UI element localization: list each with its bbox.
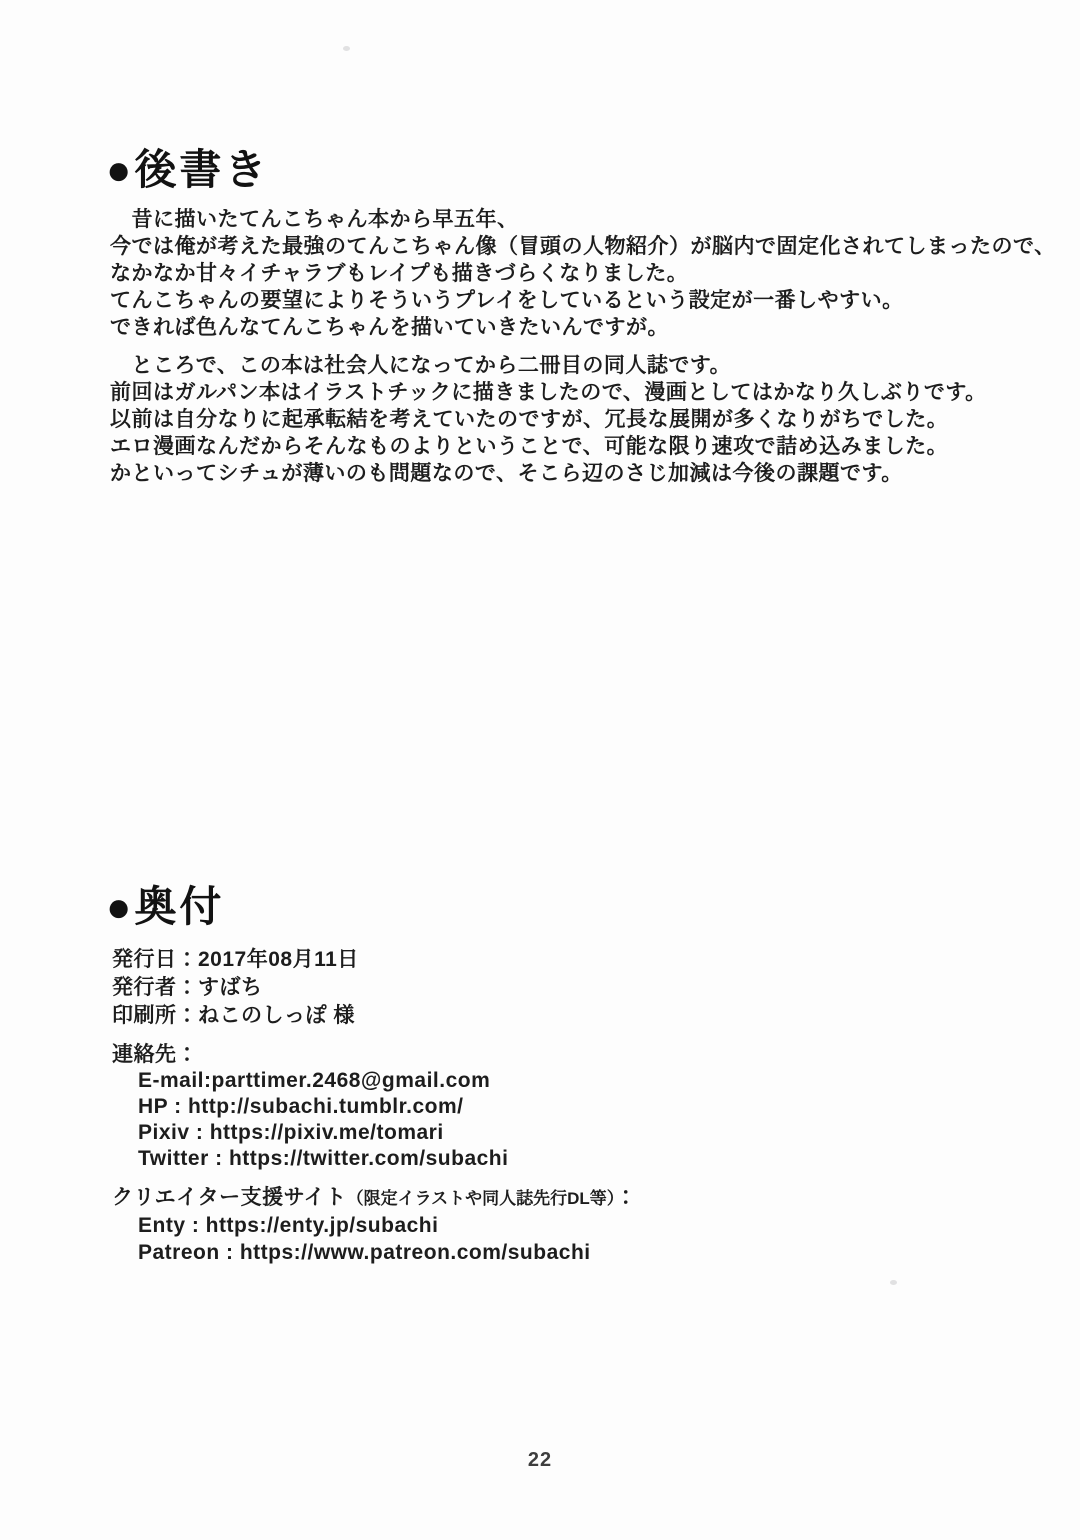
support-label-note: （限定イラストや同人誌先行DL等）	[346, 1189, 616, 1208]
afterword-paragraph-2	[110, 352, 987, 487]
contact-email: E-mail:parttimer.2468@gmail.com	[138, 1069, 491, 1092]
publication-date: 発行日：2017年08月11日	[112, 948, 359, 971]
support-enty-url: Enty : https://enty.jp/subachi	[138, 1214, 439, 1237]
text-line: 昔に描いたてんこちゃん本から早五年、	[110, 208, 519, 231]
colophon-heading: ●奥付	[106, 883, 225, 930]
text-line: かといってシチュが薄いのも問題なので、そこら辺のさじ加減は今後の課題です。	[110, 462, 903, 485]
text-line: 以前は自分なりに起承転結を考えていたのですが、冗長な展開が多くなりがちでした。	[110, 408, 949, 431]
support-label-colon: ：	[615, 1186, 637, 1209]
publisher: 発行者：すばち	[112, 976, 263, 999]
scan-artifact	[343, 46, 350, 51]
text-line: できれば色んなてんこちゃんを描いていきたいんですが。	[110, 316, 669, 339]
publication-info	[112, 946, 359, 1030]
contact-homepage-url: HP : http://subachi.tumblr.com/	[138, 1095, 464, 1118]
printer: 印刷所：ねこのしっぽ 様	[112, 1004, 355, 1027]
text-line: てんこちゃんの要望によりそういうプレイをしているという設定が一番しやすい。	[110, 289, 904, 312]
support-label-main: クリエイター支援サイト	[112, 1186, 347, 1209]
text-line: 今では俺が考えた最強のてんこちゃん像（冒頭の人物紹介）が脳内で固定化されてしまったので、	[110, 235, 1056, 258]
contact-info	[112, 1042, 508, 1172]
text-line: ところで、この本は社会人になってから二冊目の同人誌です。	[110, 354, 732, 377]
support-patreon-url: Patreon : https://www.patreon.com/subachi	[138, 1241, 591, 1264]
text-line: エロ漫画なんだからそんなものよりということで、可能な限り速攻で詰め込みました。	[110, 435, 949, 458]
afterword-heading: ●後書き	[106, 146, 270, 193]
support-sites-label	[112, 1184, 637, 1212]
contact-pixiv-url: Pixiv : https://pixiv.me/tomari	[138, 1121, 444, 1144]
page-number: 22	[527, 1449, 553, 1471]
contact-label: 連絡先：	[112, 1043, 198, 1066]
text-line: 前回はガルパン本はイラストチックに描きましたので、漫画としてはかなり久しぶりです。	[110, 381, 987, 404]
scan-artifact	[890, 1280, 897, 1285]
contact-twitter-url: Twitter : https://twitter.com/subachi	[138, 1147, 509, 1170]
creator-support-sites	[112, 1184, 637, 1266]
afterword-paragraph-1	[110, 206, 1056, 341]
text-line: なかなか甘々イチャラブもレイプも描きづらくなりました。	[110, 262, 689, 285]
